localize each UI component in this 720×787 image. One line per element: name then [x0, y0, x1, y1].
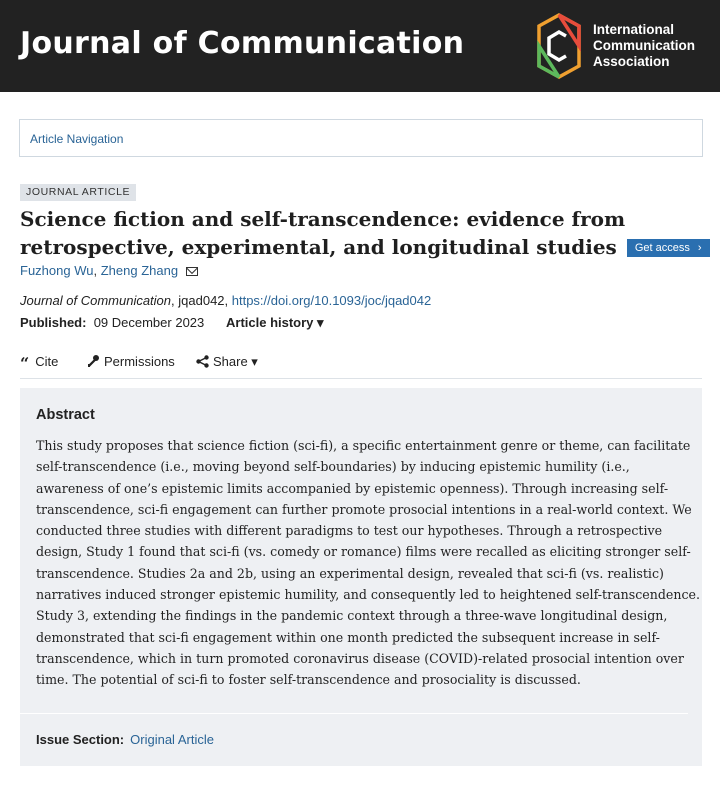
chevron-right-icon: › — [697, 242, 702, 254]
abstract-text — [36, 435, 700, 691]
ica-line: Association — [593, 54, 670, 69]
abstract-line: self-transcendence (i.e., moving beyond self-boundaries) by inducing epistemic humility (i.e., — [36, 459, 630, 475]
quote-icon: “ — [20, 354, 30, 373]
author-separator: , — [93, 263, 98, 278]
article-title-line — [20, 233, 710, 261]
abstract-line: transcendence, which in turn promoted coronavirus disease (COVID)-related prosocial intention over — [36, 650, 684, 666]
published-date — [20, 315, 204, 330]
article-history-dropdown[interactable]: Article history ▾ — [226, 315, 324, 330]
citation-journal: Journal of Communication — [20, 293, 172, 308]
abstract-line: transcendence. Studies 2a and 2b, using an experimental design, revealed that sci-fi (vs. realistic) — [36, 565, 664, 581]
doi-link[interactable]: https://doi.org/10.1093/joc/jqad042 — [231, 293, 432, 308]
abstract-line: time. The potential of sci-fi to foster self-transcendence and prosociality is discussed. — [36, 672, 581, 688]
article-navigation[interactable] — [19, 119, 703, 157]
permissions-label: Permissions — [104, 354, 175, 369]
journal-title[interactable]: Journal of Communication — [20, 26, 465, 61]
issue-section-link[interactable]: Original Article — [130, 732, 214, 747]
share-dropdown[interactable] — [196, 354, 258, 370]
abstract-divider — [20, 713, 688, 714]
mail-icon[interactable] — [186, 267, 198, 276]
abstract-line: transcendence, sci-fi engagement can further promote prosocial intentions in a real-world context. We — [36, 501, 692, 517]
author-list — [20, 263, 198, 278]
ica-line: Communication — [593, 38, 696, 53]
abstract-line: narratives induced stronger epistemic humility, and consequently led to heightened self-transcendence. — [36, 587, 700, 603]
article-tools — [20, 354, 702, 379]
abstract-line: conducted three studies with different paradigms to test our hypotheses. Through a retrospective — [36, 523, 663, 539]
article-title-text: retrospective, experimental, and longitudinal studies — [20, 235, 617, 259]
get-access-label: Get access — [634, 242, 690, 254]
ica-line: International — [593, 22, 675, 37]
article-title-line: Science fiction and self-transcendence: evidence from — [20, 207, 626, 231]
abstract-line: design, Study 1 found that sci-fi (vs. comedy or romance) films were recalled as eliciting stronger self- — [36, 544, 691, 560]
abstract-line: awareness of one’s epistemic limits accompanied by epistemic openness). Through increasing self- — [36, 480, 669, 496]
abstract-line: This study proposes that science fiction (sci-fi), a specific entertainment genre or theme, can facilitate — [36, 438, 691, 453]
citation-id: , jqad042, — [171, 293, 232, 308]
author-link[interactable]: Zheng Zhang — [100, 263, 179, 278]
cite-button[interactable] — [20, 354, 59, 373]
get-access-button[interactable] — [627, 239, 710, 257]
article-type-badge: JOURNAL ARTICLE — [20, 184, 136, 201]
published-value: 09 December 2023 — [93, 315, 205, 330]
ica-organization-name — [593, 22, 695, 70]
published-label: Published: — [20, 315, 87, 330]
issue-section-label: Issue Section: — [36, 732, 125, 747]
abstract-line: demonstrated that sci-fi engagement within one month predicted the subsequent increase in self- — [36, 629, 660, 645]
issue-section — [36, 732, 214, 747]
abstract-section — [20, 388, 702, 766]
citation — [20, 293, 431, 308]
share-label: Share ▾ — [213, 354, 258, 369]
article-title — [20, 205, 710, 261]
abstract-line: Study 3, extending the findings in the pandemic context through a three-wave longitudinal design, — [36, 608, 668, 624]
share-icon — [196, 355, 209, 368]
abstract-heading: Abstract — [36, 407, 95, 423]
cite-label: Cite — [35, 354, 59, 369]
key-icon — [86, 354, 100, 368]
author-link[interactable]: Fuzhong Wu — [20, 263, 94, 278]
article-navigation-label[interactable]: Article Navigation — [30, 132, 124, 146]
ica-logo-icon[interactable] — [536, 12, 582, 80]
permissions-button[interactable] — [86, 354, 175, 369]
site-header — [0, 0, 720, 92]
